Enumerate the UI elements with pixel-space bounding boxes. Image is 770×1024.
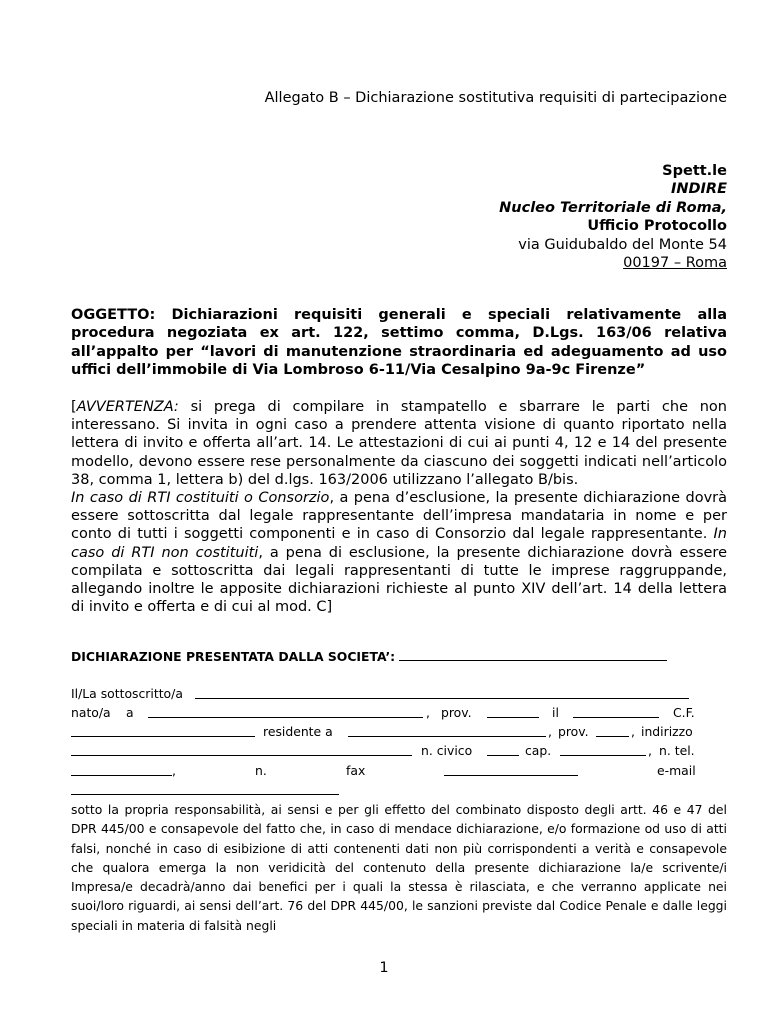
birthdate-field[interactable] xyxy=(573,717,659,718)
attachment-title: Allegato B – Dichiarazione sostitutiva requisiti di partecipazione xyxy=(264,90,727,106)
company-name-field[interactable] xyxy=(399,649,667,661)
residence-field[interactable] xyxy=(348,736,546,737)
subject-paragraph: OGGETTO: Dichiarazioni requisiti generali e speciali relativamente alla procedura negoziata ex art. 122, settimo comma, D.Lgs. 163/06 relativa all’appalto per “lavori di manutenzione straordinaria ed adeguamento ad uso uffici dell’immobile di Via Lombroso 6-11/Via Cesalpino 9a-9c Firenze” xyxy=(71,307,727,379)
declaration-title-text: DICHIARAZIONE PRESENTATA DALLA SOCIETA’: xyxy=(71,649,396,664)
name-field[interactable] xyxy=(195,698,689,699)
warning-label: AVVERTENZA: xyxy=(76,399,179,415)
address-field[interactable] xyxy=(71,755,412,756)
cf-field[interactable] xyxy=(71,736,255,737)
document-page xyxy=(71,0,727,1024)
warning-text-1: si prega di compilare in stampatello e sbarrare le parti che non interessano. Si invita in ogni caso a prendere attenta visione di quanto riportato nella lettera di invito e offerta all’art. 14. Le attestazioni di cui ai punti 4, 12 e 14 del presente modello, devono essere rese personalmente da ciascuno dei soggetti indicati nell’articolo 38, comma 1, lettera b) del d.lgs. 163/2006 utilizzano l’allegato B/bis. xyxy=(71,399,727,488)
form-row-sottoscritto xyxy=(71,686,727,704)
civic-number-field[interactable] xyxy=(487,755,519,756)
label-cf: C.F. xyxy=(673,705,695,720)
label-nato: nato/a xyxy=(71,705,111,720)
warning-text-2: , a pena d’esclusione, la presente dichiarazione dovrà essere sottoscritta dal legale rappresentante dell’impresa mandataria in nome e per conto di tutti i soggetti componenti e in caso di Consorzio dal legale rappresentante. xyxy=(71,490,727,543)
phone-field[interactable] xyxy=(71,775,172,776)
declaration-body: sotto la propria responsabilità, ai sensi e per gli effetto del combinato disposto degli artt. 46 e 47 del DPR 445/00 e consapevole del fatto che, in caso di mendace dichiarazione, e/o formazione od uso di atti falsi, nonché in caso di esibizione di atti contenenti dati non più corrispondenti a verità e consapevole che qualora emerga la non veridicità del contenuto della presente dichiarazione la/e scrivente/i Impresa/e decadrà/anno dai benefici per i quali la stessa è rilasciata, e che verranno applicate nei suoi/loro riguardi, ai sensi dell’art. 76 del DPR 445/00, le sanzioni previste dal Codice Penale e dalle leggi speciali in materia di falsità negli xyxy=(71,802,727,933)
residence-prov-field[interactable] xyxy=(596,736,629,737)
recipient-spett: Spett.le xyxy=(662,163,727,179)
label-cap: cap. xyxy=(525,743,552,758)
birth-prov-field[interactable] xyxy=(487,717,539,718)
label-tel: n. tel. xyxy=(659,743,695,758)
fax-field[interactable] xyxy=(444,775,578,776)
declaration-title xyxy=(71,649,667,664)
recipient-indire: INDIRE xyxy=(670,181,727,198)
warning-paragraph xyxy=(71,398,727,616)
form-row-contatti: , n. fax e-mail xyxy=(71,763,727,781)
cap-field[interactable] xyxy=(560,755,646,756)
recipient-ufficio: Ufficio Protocollo xyxy=(587,218,727,235)
form-row-nascita: nato/a a , prov. il C.F. xyxy=(71,705,695,720)
email-field[interactable] xyxy=(71,794,339,795)
label-email: e-mail xyxy=(657,763,696,778)
label-a: a xyxy=(126,705,134,720)
recipient-street: via Guidubaldo del Monte 54 xyxy=(518,236,727,253)
warning-rti-costituiti: In caso di RTI costituiti o Consorzio xyxy=(71,490,330,507)
warning-text-3: , a pena di esclusione, la presente dichiarazione dovrà essere compilata e sottoscritta dai legali rappresentanti di tutte le imprese raggruppande, allegando inoltre le apposite dichiarazioni richieste al punto XIV dell’art. 14 della lettera di invito e offerta e di cui al mod. C] xyxy=(71,544,727,616)
warning-rti-non-costituiti: In caso di RTI non costituiti xyxy=(71,526,727,561)
label-indirizzo: indirizzo xyxy=(641,724,693,739)
label-residente: residente a xyxy=(263,724,333,739)
form-row-residenza: residente a , prov. , indirizzo xyxy=(71,724,727,742)
recipient-nucleo: Nucleo Territoriale di Roma, xyxy=(499,199,727,216)
label-il: il xyxy=(552,705,559,720)
label-prov2: prov. xyxy=(558,724,589,739)
form-row-email xyxy=(71,782,727,800)
label-n: n. xyxy=(255,763,267,778)
label-civico: n. civico xyxy=(421,743,473,758)
label-fax: fax xyxy=(346,763,366,778)
label-sottoscritto: Il/La sottoscritto/a xyxy=(71,686,183,701)
recipient-address xyxy=(499,162,727,272)
label-prov: prov. xyxy=(441,705,472,720)
recipient-city: 00197 – Roma xyxy=(623,255,727,272)
form-row-indirizzo: n. civico cap. , n. tel. xyxy=(71,743,727,761)
warning-bracket: [ xyxy=(71,399,77,415)
birthplace-field[interactable] xyxy=(148,717,423,718)
page-number: 1 xyxy=(379,960,389,976)
